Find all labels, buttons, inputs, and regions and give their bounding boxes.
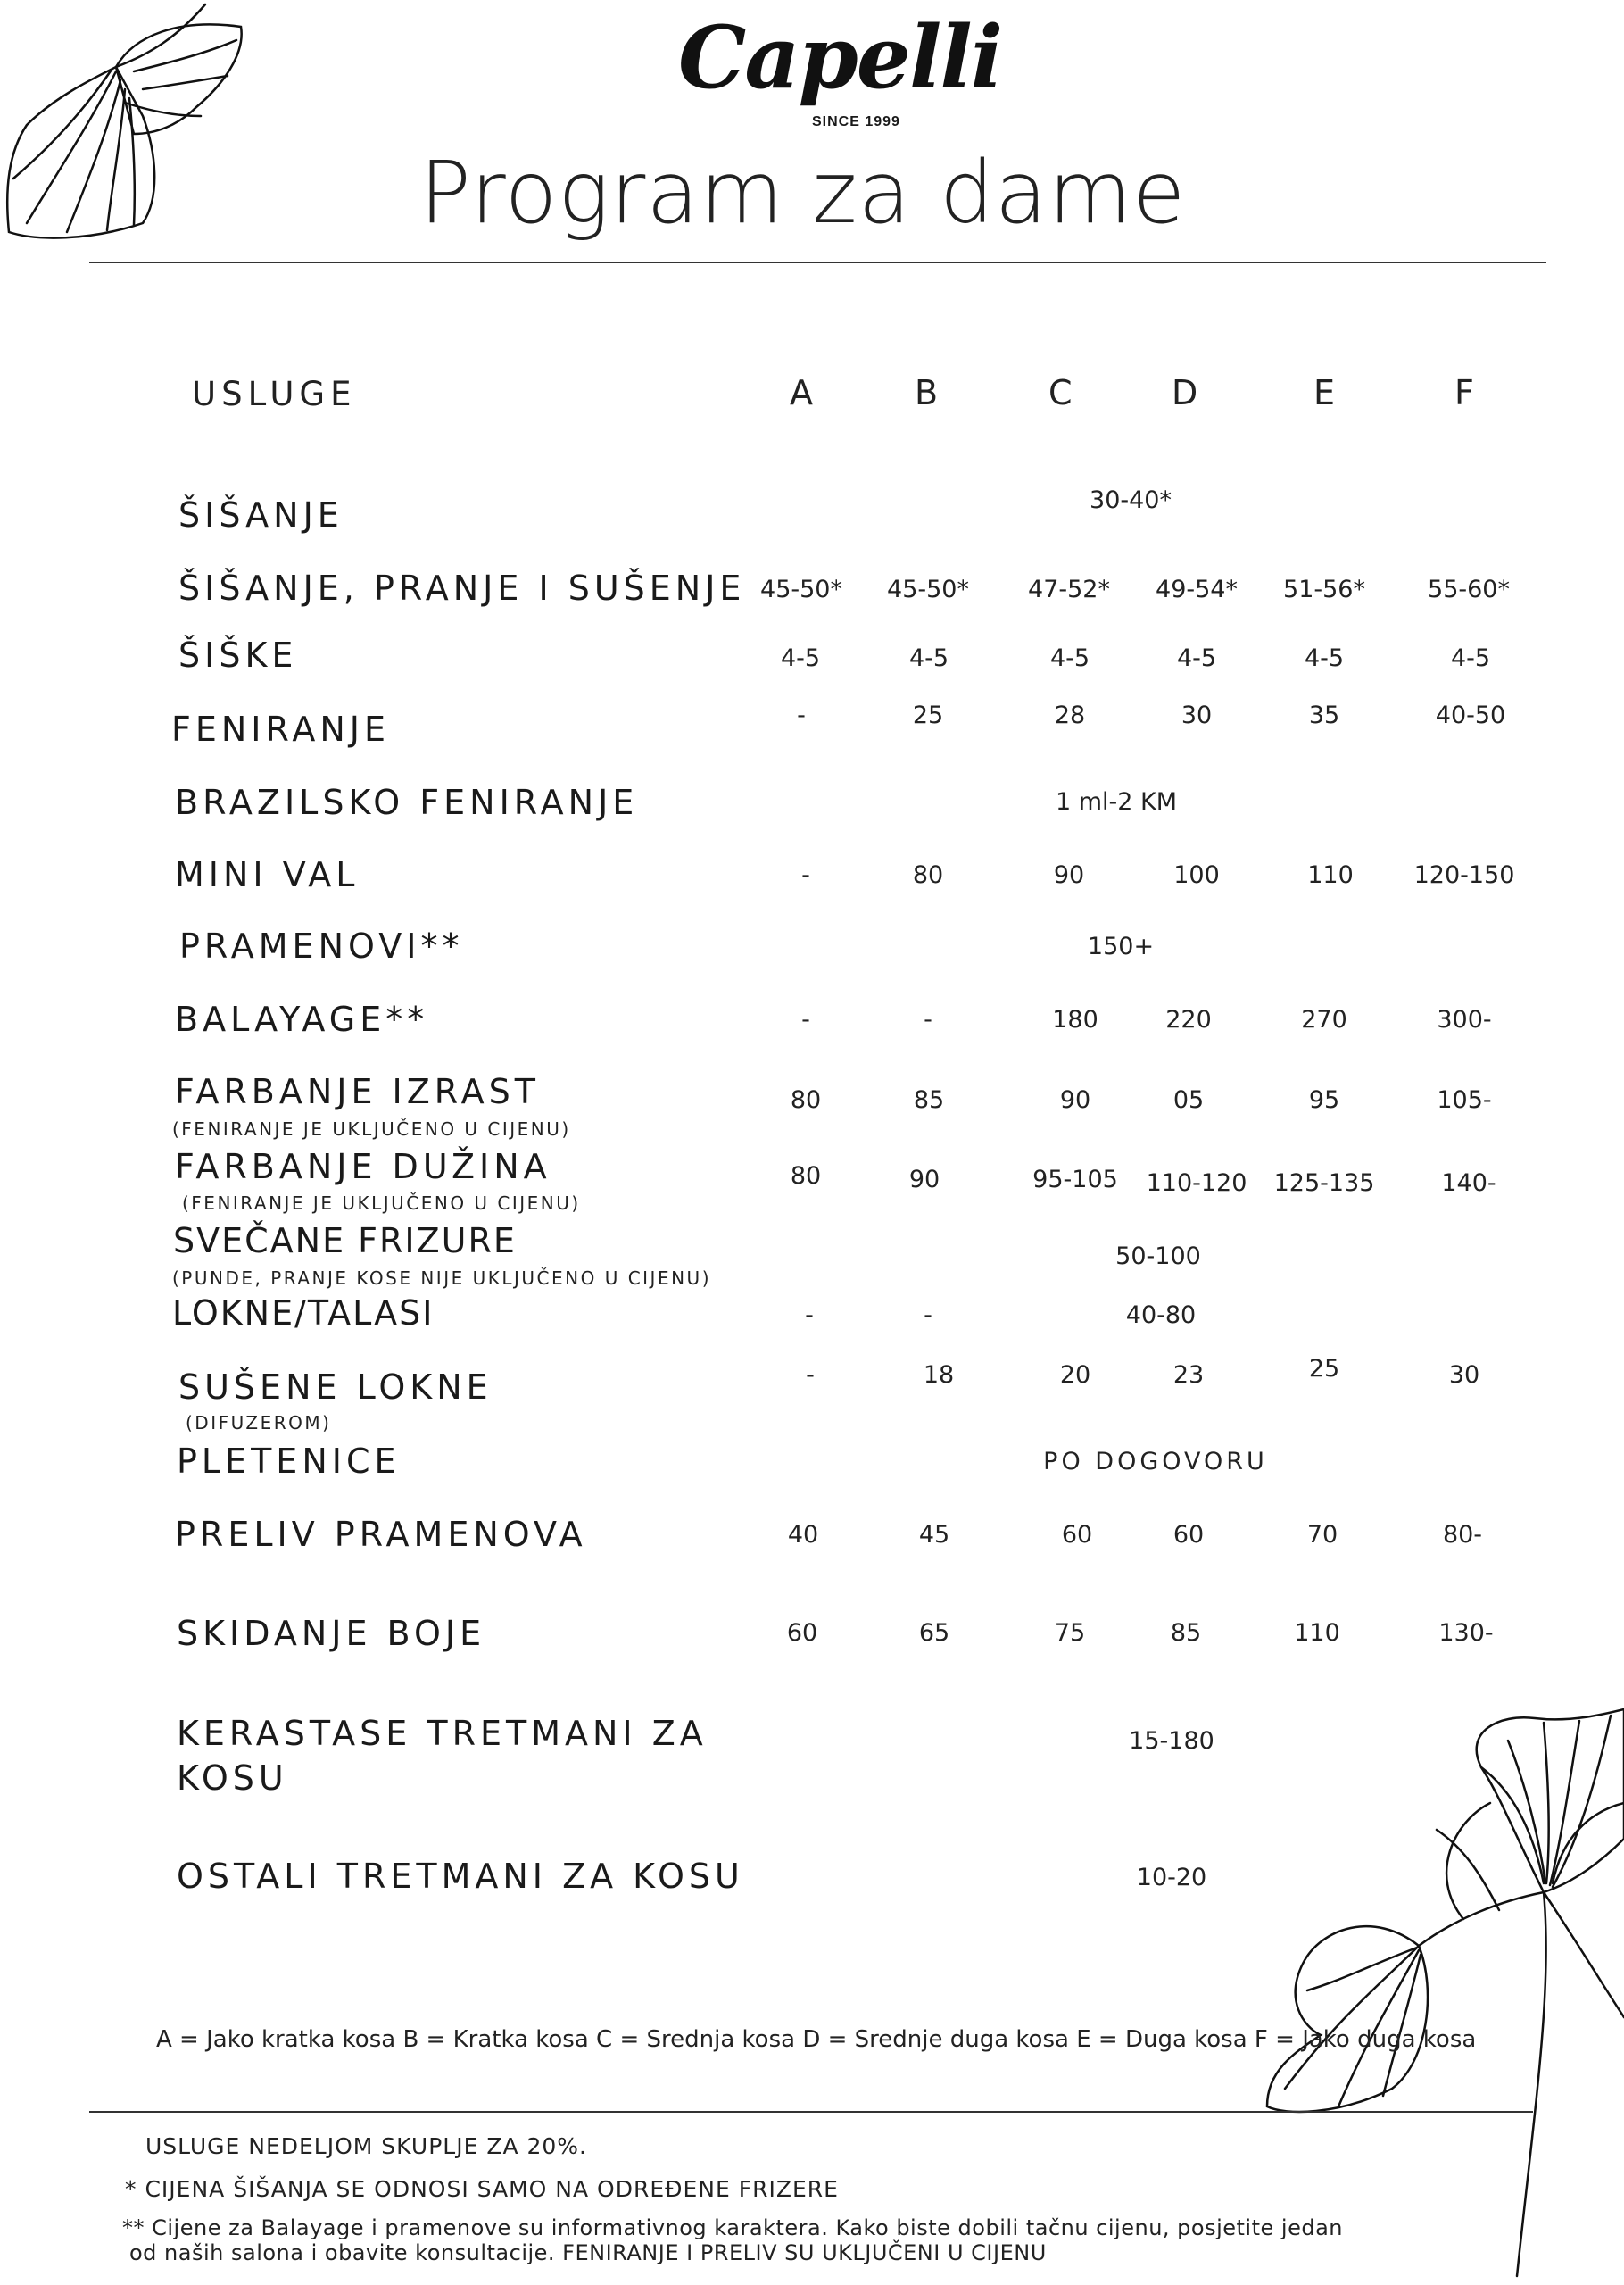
price-c: 20 [1059, 1361, 1091, 1389]
price-a: 40 [787, 1521, 819, 1549]
price-e: 95 [1308, 1086, 1340, 1114]
price-c: 60 [1061, 1521, 1093, 1549]
footnote-haircut: * CIJENA ŠIŠANJA SE ODNOSI SAMO NA ODREĐENE FRIZERE [125, 2176, 839, 2202]
price-d: 23 [1172, 1361, 1205, 1389]
price-span: 30-40* [1090, 486, 1172, 514]
price-b: 80 [912, 861, 944, 889]
price-d: 05 [1172, 1086, 1205, 1114]
service-pramenovi: PRAMENOVI** [179, 926, 464, 966]
price-b: 25 [912, 702, 944, 729]
price-b: 90 [908, 1166, 940, 1193]
price-b: 45-50* [887, 576, 969, 603]
price-e: 110 [1294, 1619, 1340, 1647]
service-mini-val: MINI VAL [175, 855, 360, 894]
price-f: 30 [1448, 1361, 1480, 1389]
price-c: 180 [1052, 1006, 1098, 1034]
price-d: 60 [1172, 1521, 1205, 1549]
column-header-e: E [1313, 373, 1339, 412]
price-e: 125-135 [1273, 1169, 1375, 1197]
price-b: 4-5 [908, 644, 949, 672]
price-a: 60 [786, 1619, 818, 1647]
service-susene-lokne: SUŠENE LOKNE [178, 1367, 493, 1407]
price-a: - [797, 702, 806, 729]
price-a: 45-50* [760, 576, 842, 603]
service-brazilsko-feniranje: BRAZILSKO FENIRANJE [175, 783, 639, 822]
price-f: 120-150 [1413, 861, 1515, 889]
price-a: 80 [790, 1162, 822, 1190]
price-f: 55-60* [1428, 576, 1510, 603]
price-span: 40-80 [1125, 1301, 1197, 1329]
price-c: 28 [1054, 702, 1086, 729]
price-span: 1 ml-2 KM [1055, 788, 1178, 816]
top-divider [89, 262, 1546, 263]
page-title: Program za dame [419, 143, 1187, 243]
price-d: 100 [1173, 861, 1220, 889]
price-b: - [924, 1301, 932, 1329]
price-e: 35 [1308, 702, 1340, 729]
price-span: 50-100 [1115, 1242, 1201, 1270]
price-c: 47-52* [1028, 576, 1110, 603]
service-ostali-tretmani: OSTALI TRETMANI ZA KOSU [177, 1857, 744, 1896]
price-a: - [801, 1006, 810, 1034]
price-e: 25 [1308, 1355, 1340, 1383]
service-pletenice: PLETENICE [177, 1442, 401, 1481]
price-c: 90 [1053, 861, 1085, 889]
footnote-balayage: ** Cijene za Balayage i pramenove su informativnog karaktera. Kako biste dobili tačnu cijenu, posjetite jedan [122, 2215, 1343, 2240]
price-e: 70 [1306, 1521, 1338, 1549]
price-a: - [806, 1361, 815, 1389]
price-c: 90 [1059, 1086, 1091, 1114]
service-skidanje-boje: SKIDANJE BOJE [177, 1614, 486, 1653]
price-e: 110 [1307, 861, 1354, 889]
capelli-logo [678, 7, 1002, 134]
price-f: 140- [1441, 1169, 1496, 1197]
service-farbanje-duzina: FARBANJE DUŽINA [175, 1147, 551, 1186]
service-kerastase-tretmani-line2: KOSU [177, 1758, 288, 1798]
price-b: 18 [923, 1361, 955, 1389]
service-preliv-pramenova: PRELIV PRAMENOVA [175, 1515, 587, 1554]
ginkgo-leaf-bottom-icon [1160, 1696, 1624, 2285]
price-d: 49-54* [1156, 576, 1238, 603]
column-header-b: B [915, 373, 942, 412]
price-a: - [801, 861, 810, 889]
price-d: 110-120 [1146, 1169, 1247, 1197]
price-e: 51-56* [1283, 576, 1365, 603]
column-header-c: C [1048, 373, 1076, 412]
service-note: (DIFUZEROM) [186, 1412, 332, 1433]
price-span: PO DOGOVORU [1043, 1448, 1268, 1475]
price-d: 4-5 [1176, 644, 1217, 672]
bottom-divider [89, 2111, 1533, 2113]
size-legend: A = Jako kratka kosa B = Kratka kosa C = Srednja kosa D = Srednje duga kosa E = Duga kosa F = Jako duga kosa [156, 2026, 1477, 2053]
column-header-d: D [1172, 373, 1202, 412]
service-kerastase-tretmani: KERASTASE TRETMANI ZA [177, 1714, 708, 1753]
price-e: 270 [1301, 1006, 1347, 1034]
price-a: - [805, 1301, 814, 1329]
price-d: 85 [1170, 1619, 1202, 1647]
price-c: 4-5 [1049, 644, 1090, 672]
price-b: 45 [918, 1521, 950, 1549]
price-d: 30 [1181, 702, 1213, 729]
services-column-header: USLUGE [192, 375, 357, 413]
price-span: 150+ [1087, 933, 1155, 960]
logo-since: SINCE 1999 [812, 114, 900, 129]
service-sisanje: ŠIŠANJE [178, 495, 344, 535]
price-b: 85 [913, 1086, 945, 1114]
service-note: (PUNDE, PRANJE KOSE NIJE UKLJUČENO U CIJENU) [172, 1267, 711, 1289]
price-a: 80 [790, 1086, 822, 1114]
price-f: 130- [1438, 1619, 1494, 1647]
column-header-a: A [790, 373, 816, 412]
service-lokne-talasi: LOKNE/TALASI [172, 1293, 435, 1333]
logo-name: Capelli [678, 7, 1002, 108]
service-sisanje-pranje-susenje: ŠIŠANJE, PRANJE I SUŠENJE [178, 569, 746, 608]
price-b: 65 [918, 1619, 950, 1647]
price-span: 10-20 [1136, 1864, 1207, 1891]
price-span: 15-180 [1129, 1727, 1214, 1755]
service-feniranje: FENIRANJE [171, 710, 391, 749]
column-header-f: F [1454, 373, 1478, 412]
service-note: (FENIRANJE JE UKLJUČENO U CIJENU) [172, 1118, 571, 1140]
price-e: 4-5 [1304, 644, 1345, 672]
price-d: 220 [1165, 1006, 1212, 1034]
price-f: 300- [1437, 1006, 1492, 1034]
price-f: 80- [1442, 1521, 1483, 1549]
service-siske: ŠIŠKE [178, 636, 298, 675]
service-note: (FENIRANJE JE UKLJUČENO U CIJENU) [182, 1192, 581, 1214]
price-f: 40-50 [1435, 702, 1506, 729]
price-a: 4-5 [780, 644, 821, 672]
footnote-balayage-line2: od naših salona i obavite konsultacije. FENIRANJE I PRELIV SU UKLJUČENI U CIJENU [129, 2240, 1047, 2265]
price-b: - [924, 1006, 932, 1034]
price-c: 95-105 [1032, 1166, 1118, 1193]
price-c: 75 [1054, 1619, 1086, 1647]
price-f: 105- [1437, 1086, 1492, 1114]
ginkgo-leaf-top-icon [0, 0, 268, 250]
service-balayage: BALAYAGE** [175, 1000, 429, 1039]
service-farbanje-izrast: FARBANJE IZRAST [175, 1072, 540, 1111]
footnote-sunday: USLUGE NEDELJOM SKUPLJE ZA 20%. [145, 2133, 588, 2159]
service-svecane-frizure: SVEČANE FRIZURE [173, 1221, 517, 1260]
price-f: 4-5 [1450, 644, 1491, 672]
